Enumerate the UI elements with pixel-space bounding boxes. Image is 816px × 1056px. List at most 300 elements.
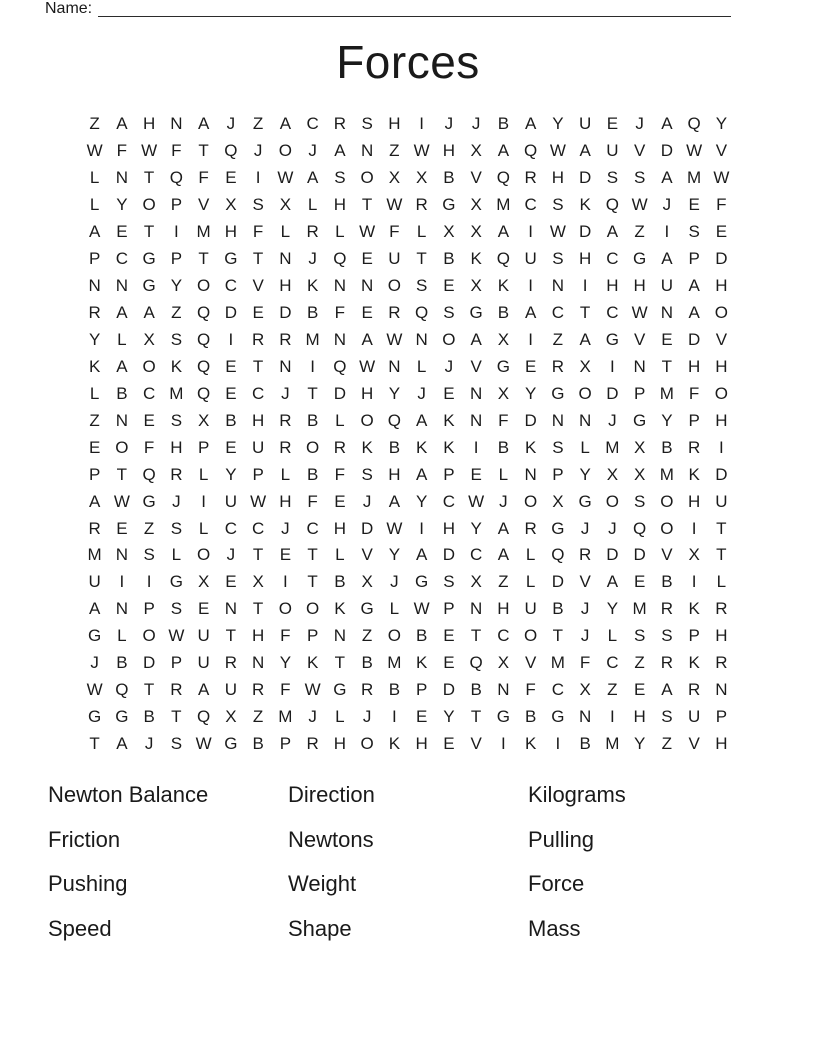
grid-letter: F bbox=[389, 222, 400, 242]
grid-letter: L bbox=[525, 572, 536, 592]
grid-letter: V bbox=[470, 168, 482, 188]
grid-letter: G bbox=[224, 249, 238, 269]
grid-letter: I bbox=[610, 707, 615, 727]
grid-letter: I bbox=[419, 114, 424, 134]
grid-letter: O bbox=[197, 545, 211, 565]
grid-letter: A bbox=[661, 168, 673, 188]
grid-letter: C bbox=[551, 303, 565, 323]
grid-letter: U bbox=[88, 572, 101, 592]
grid-letter: O bbox=[360, 410, 374, 430]
grid-letter: X bbox=[470, 222, 482, 242]
grid-letter: S bbox=[606, 168, 619, 188]
grid-letter: H bbox=[388, 114, 401, 134]
grid-letter: J bbox=[308, 249, 317, 269]
grid-letter: G bbox=[360, 599, 374, 619]
grid-letter: H bbox=[442, 518, 456, 538]
grid-letter: H bbox=[497, 599, 510, 619]
grid-letter: U bbox=[224, 491, 238, 511]
grid-letter: N bbox=[578, 707, 592, 727]
grid-letter: L bbox=[335, 222, 345, 242]
page-title: Forces bbox=[336, 36, 480, 88]
grid-letter: A bbox=[88, 599, 101, 619]
grid-letter: H bbox=[442, 141, 456, 161]
grid-letter: D bbox=[442, 680, 456, 700]
grid-letter: K bbox=[306, 276, 319, 296]
grid-letter: W bbox=[386, 195, 403, 215]
grid-letter: A bbox=[388, 491, 401, 511]
grid-letter: V bbox=[633, 141, 646, 161]
grid-letter: C bbox=[551, 680, 565, 700]
grid-letter: X bbox=[443, 222, 455, 242]
grid-letter: Y bbox=[170, 276, 183, 296]
grid-letter: T bbox=[661, 356, 673, 376]
grid-letter: N bbox=[469, 410, 483, 430]
grid-letter: F bbox=[307, 491, 318, 511]
grid-letter: C bbox=[497, 626, 510, 646]
grid-letter: T bbox=[307, 383, 318, 403]
grid-letter: D bbox=[551, 572, 565, 592]
grid-letter: B bbox=[579, 734, 591, 754]
grid-letter: E bbox=[361, 249, 373, 269]
grid-letter: X bbox=[470, 141, 482, 161]
grid-letter: E bbox=[606, 114, 619, 134]
grid-letter: N bbox=[333, 626, 347, 646]
grid-letter: G bbox=[333, 680, 347, 700]
grid-letter: X bbox=[197, 572, 210, 592]
grid-letter: B bbox=[334, 572, 346, 592]
grid-letter: A bbox=[197, 114, 210, 134]
grid-letter: W bbox=[549, 222, 566, 242]
grid-letter: E bbox=[470, 464, 482, 484]
grid-letter: O bbox=[142, 195, 156, 215]
grid-letter: V bbox=[688, 734, 700, 754]
grid-letter: R bbox=[279, 329, 292, 349]
grid-letter: Q bbox=[197, 383, 211, 403]
grid-letter: O bbox=[660, 491, 674, 511]
grid-letter: X bbox=[606, 464, 619, 484]
grid-letter: B bbox=[661, 572, 673, 592]
grid-letter: G bbox=[142, 491, 156, 511]
grid-letter: O bbox=[142, 626, 156, 646]
grid-letter: N bbox=[333, 329, 347, 349]
grid-letter: S bbox=[552, 195, 564, 215]
grid-letter: A bbox=[661, 249, 673, 269]
grid-letter: B bbox=[225, 410, 237, 430]
grid-letter: J bbox=[308, 707, 317, 727]
grid-letter: J bbox=[90, 653, 99, 673]
grid-letter: K bbox=[579, 195, 591, 215]
grid-letter: K bbox=[497, 276, 510, 296]
grid-letter: B bbox=[306, 410, 319, 430]
grid-letter: M bbox=[659, 383, 674, 403]
grid-letter: J bbox=[608, 518, 617, 538]
grid-letter: X bbox=[470, 195, 482, 215]
grid-letter: V bbox=[470, 734, 482, 754]
grid-letter: L bbox=[171, 545, 182, 565]
grid-letter: S bbox=[361, 464, 373, 484]
grid-letter: I bbox=[664, 222, 670, 242]
grid-letter: E bbox=[334, 491, 346, 511]
grid-letter: S bbox=[170, 518, 183, 538]
grid-letter: L bbox=[335, 410, 345, 430]
grid-letter: I bbox=[119, 572, 125, 592]
grid-letter: G bbox=[224, 734, 238, 754]
grid-letter: M bbox=[169, 383, 184, 403]
grid-letter: M bbox=[496, 195, 511, 215]
grid-letter: R bbox=[88, 518, 101, 538]
name-label: Name: bbox=[45, 0, 93, 17]
grid-letter: R bbox=[306, 734, 319, 754]
grid-letter: N bbox=[279, 356, 292, 376]
grid-letter: K bbox=[170, 356, 183, 376]
grid-letter: R bbox=[551, 356, 565, 376]
grid-letter: E bbox=[116, 518, 128, 538]
grid-letter: S bbox=[334, 168, 346, 188]
grid-letter: G bbox=[551, 518, 565, 538]
grid-letter: T bbox=[470, 707, 482, 727]
grid-letter: C bbox=[306, 518, 319, 538]
grid-letter: Z bbox=[607, 680, 618, 700]
grid-letter: X bbox=[225, 195, 237, 215]
grid-letter: N bbox=[88, 276, 101, 296]
grid-letter: R bbox=[660, 599, 674, 619]
grid-letter: T bbox=[143, 168, 155, 188]
grid-letter: I bbox=[146, 572, 152, 592]
grid-letter: Z bbox=[89, 410, 100, 430]
grid-letter: O bbox=[714, 303, 728, 323]
grid-letter: B bbox=[388, 680, 401, 700]
grid-letter: G bbox=[469, 303, 483, 323]
grid-letter: Q bbox=[197, 329, 211, 349]
grid-letter: G bbox=[169, 572, 183, 592]
grid-letter: S bbox=[633, 626, 646, 646]
grid-letter: I bbox=[501, 734, 506, 754]
grid-letter: H bbox=[251, 410, 265, 430]
grid-letter: B bbox=[306, 464, 319, 484]
word-list-item: Pushing bbox=[48, 871, 128, 896]
grid-letter: R bbox=[687, 680, 701, 700]
grid-letter: A bbox=[334, 141, 346, 161]
grid-letter: M bbox=[687, 168, 702, 188]
grid-letter: C bbox=[251, 518, 265, 538]
grid-letter: H bbox=[279, 276, 292, 296]
grid-letter: F bbox=[334, 303, 346, 323]
grid-letter: P bbox=[170, 653, 183, 673]
grid-letter: K bbox=[688, 653, 700, 673]
grid-letter: U bbox=[715, 491, 728, 511]
word-list-column bbox=[48, 781, 288, 959]
grid-letter: K bbox=[443, 410, 455, 430]
grid-letter: N bbox=[115, 276, 129, 296]
grid-letter: P bbox=[252, 464, 264, 484]
grid-letter: G bbox=[496, 707, 510, 727]
grid-letter: N bbox=[415, 329, 428, 349]
grid-letter: Y bbox=[415, 491, 428, 511]
grid-letter: O bbox=[197, 276, 211, 296]
grid-letter: Q bbox=[224, 141, 238, 161]
grid-letter: F bbox=[143, 437, 155, 457]
grid-letter: W bbox=[413, 141, 430, 161]
grid-letter: Q bbox=[524, 141, 538, 161]
grid-letter: C bbox=[606, 249, 619, 269]
grid-letter: H bbox=[224, 222, 238, 242]
grid-letter: E bbox=[661, 329, 673, 349]
grid-letter: R bbox=[333, 114, 347, 134]
grid-letter: J bbox=[608, 410, 617, 430]
grid-letter: Z bbox=[498, 572, 509, 592]
grid-letter: Y bbox=[606, 599, 619, 619]
grid-letter: G bbox=[88, 707, 102, 727]
grid-letter: L bbox=[89, 383, 100, 403]
grid-letter: P bbox=[88, 464, 101, 484]
grid-letter: I bbox=[310, 356, 315, 376]
grid-letter: L bbox=[307, 195, 318, 215]
grid-letter: W bbox=[250, 491, 267, 511]
grid-letter: A bbox=[579, 329, 591, 349]
grid-letter: N bbox=[633, 356, 646, 376]
grid-letter: L bbox=[416, 356, 427, 376]
grid-letter: U bbox=[660, 276, 674, 296]
grid-letter: R bbox=[687, 437, 701, 457]
grid-letter: B bbox=[524, 707, 537, 727]
grid-letter: T bbox=[171, 707, 182, 727]
grid-letter: A bbox=[415, 464, 428, 484]
grid-letter: W bbox=[386, 329, 403, 349]
grid-letter: Z bbox=[252, 707, 264, 727]
grid-letter: A bbox=[606, 222, 619, 242]
grid-letter: S bbox=[552, 249, 564, 269]
grid-letter: T bbox=[307, 545, 318, 565]
grid-letter: D bbox=[687, 329, 701, 349]
grid-letter: B bbox=[497, 437, 510, 457]
grid-letter: X bbox=[497, 653, 510, 673]
grid-letter: N bbox=[333, 276, 347, 296]
grid-letter: A bbox=[306, 168, 319, 188]
grid-letter: O bbox=[360, 734, 374, 754]
grid-letter: T bbox=[307, 572, 318, 592]
grid-letter: E bbox=[225, 356, 237, 376]
grid-letter: O bbox=[360, 168, 374, 188]
grid-letter: P bbox=[443, 599, 455, 619]
grid-letter: Z bbox=[361, 626, 373, 646]
grid-letter: C bbox=[469, 545, 483, 565]
grid-letter: R bbox=[524, 518, 537, 538]
grid-letter: P bbox=[170, 195, 183, 215]
grid-letter: I bbox=[419, 518, 424, 538]
grid-letter: H bbox=[170, 437, 183, 457]
grid-letter: H bbox=[715, 734, 728, 754]
grid-letter: T bbox=[198, 141, 209, 161]
grid-letter: T bbox=[361, 195, 373, 215]
grid-letter: E bbox=[143, 410, 155, 430]
grid-letter: T bbox=[225, 626, 237, 646]
grid-letter: A bbox=[116, 356, 128, 376]
grid-letter: G bbox=[633, 249, 647, 269]
grid-letter: C bbox=[442, 491, 456, 511]
grid-letter: A bbox=[279, 114, 292, 134]
grid-letter: K bbox=[443, 437, 455, 457]
grid-letter: G bbox=[442, 195, 456, 215]
grid-letter: D bbox=[333, 383, 347, 403]
grid-letter: T bbox=[579, 303, 591, 323]
grid-letter: A bbox=[524, 114, 537, 134]
grid-letter: N bbox=[469, 599, 483, 619]
grid-letter: F bbox=[716, 195, 727, 215]
grid-letter: Q bbox=[197, 303, 211, 323]
grid-letter: E bbox=[524, 356, 537, 376]
grid-letter: G bbox=[115, 707, 129, 727]
grid-letter: Z bbox=[634, 222, 645, 242]
grid-letter: W bbox=[686, 141, 703, 161]
grid-letter: E bbox=[279, 545, 292, 565]
grid-letter: L bbox=[280, 464, 291, 484]
grid-letter: P bbox=[143, 599, 155, 619]
grid-letter: O bbox=[278, 141, 292, 161]
grid-letter: A bbox=[497, 545, 510, 565]
grid-letter: E bbox=[197, 599, 210, 619]
grid-letter: W bbox=[113, 491, 130, 511]
grid-letter: C bbox=[224, 276, 238, 296]
grid-letter: B bbox=[388, 437, 401, 457]
grid-letter: U bbox=[224, 680, 238, 700]
grid-letter: F bbox=[116, 141, 128, 161]
grid-letter: X bbox=[361, 572, 373, 592]
grid-letter: X bbox=[470, 276, 482, 296]
grid-letter: Q bbox=[496, 249, 510, 269]
grid-letter: F bbox=[579, 653, 591, 673]
grid-letter: B bbox=[661, 437, 673, 457]
grid-letter: S bbox=[170, 410, 183, 430]
grid-letter: K bbox=[688, 599, 700, 619]
grid-letter: D bbox=[578, 222, 592, 242]
grid-letter: W bbox=[386, 518, 403, 538]
grid-letter: H bbox=[715, 410, 728, 430]
grid-letter: R bbox=[279, 410, 292, 430]
grid-letter: N bbox=[497, 680, 510, 700]
grid-letter: S bbox=[633, 168, 646, 188]
grid-letter: A bbox=[116, 734, 128, 754]
grid-letter: N bbox=[551, 276, 565, 296]
grid-letter: U bbox=[687, 707, 701, 727]
word-list-item: Speed bbox=[48, 915, 112, 941]
grid-letter: Y bbox=[279, 653, 292, 673]
word-list-column bbox=[288, 781, 528, 959]
grid-letter: G bbox=[142, 249, 156, 269]
grid-letter: Q bbox=[142, 464, 156, 484]
grid-letter: N bbox=[115, 545, 129, 565]
grid-letter: W bbox=[468, 491, 485, 511]
grid-letter: I bbox=[610, 356, 615, 376]
word-list-item: Force bbox=[528, 871, 585, 896]
grid-letter: U bbox=[197, 653, 210, 673]
grid-letter: Q bbox=[115, 680, 129, 700]
grid-letter: V bbox=[361, 545, 373, 565]
grid-letter: I bbox=[392, 707, 397, 727]
grid-letter: T bbox=[252, 545, 264, 565]
grid-letter: N bbox=[115, 599, 129, 619]
grid-letter: A bbox=[497, 518, 510, 538]
grid-letter: H bbox=[687, 491, 701, 511]
grid-letter: L bbox=[607, 626, 618, 646]
grid-letter: I bbox=[719, 437, 724, 457]
grid-letter: N bbox=[524, 464, 537, 484]
grid-letter: J bbox=[281, 518, 290, 538]
grid-letter: G bbox=[633, 410, 647, 430]
grid-letter: J bbox=[144, 734, 154, 754]
grid-letter: U bbox=[524, 249, 537, 269]
grid-letter: R bbox=[251, 329, 265, 349]
grid-letter: O bbox=[714, 383, 728, 403]
grid-letter: L bbox=[117, 626, 127, 646]
grid-letter: Q bbox=[169, 168, 183, 188]
grid-letter: C bbox=[115, 249, 129, 269]
grid-letter: L bbox=[280, 222, 291, 242]
grid-letter: M bbox=[278, 707, 293, 727]
grid-letter: R bbox=[88, 303, 101, 323]
grid-letter: C bbox=[306, 114, 319, 134]
grid-letter: T bbox=[89, 734, 100, 754]
grid-letter: I bbox=[473, 437, 479, 457]
grid-letter: G bbox=[496, 356, 510, 376]
grid-letter: I bbox=[582, 276, 588, 296]
grid-letter: T bbox=[116, 464, 128, 484]
grid-letter: Q bbox=[197, 356, 211, 376]
grid-letter: P bbox=[633, 383, 646, 403]
word-list-column bbox=[528, 781, 768, 959]
grid-letter: E bbox=[443, 626, 455, 646]
grid-letter: I bbox=[528, 329, 533, 349]
grid-letter: C bbox=[524, 195, 537, 215]
grid-letter: A bbox=[197, 680, 210, 700]
grid-letter: D bbox=[524, 410, 537, 430]
grid-letter: X bbox=[415, 168, 428, 188]
grid-letter: F bbox=[525, 680, 536, 700]
grid-letter: M bbox=[387, 653, 402, 673]
grid-letter: F bbox=[498, 410, 509, 430]
grid-letter: A bbox=[361, 329, 373, 349]
grid-letter: J bbox=[580, 518, 590, 538]
grid-letter: I bbox=[283, 572, 288, 592]
grid-letter: E bbox=[633, 680, 646, 700]
grid-letter: P bbox=[715, 707, 728, 727]
grid-letter: F bbox=[280, 626, 291, 646]
grid-letter: U bbox=[578, 114, 592, 134]
grid-letter: U bbox=[388, 249, 401, 269]
grid-letter: M bbox=[605, 437, 620, 457]
grid-letter: S bbox=[633, 491, 646, 511]
grid-letter: G bbox=[88, 626, 102, 646]
grid-letter: J bbox=[281, 383, 290, 403]
grid-letter: K bbox=[361, 437, 373, 457]
grid-letter: Y bbox=[388, 383, 401, 403]
grid-letter: X bbox=[688, 545, 700, 565]
grid-letter: J bbox=[362, 707, 372, 727]
grid-letter: Y bbox=[579, 464, 591, 484]
grid-letter: A bbox=[143, 303, 155, 323]
grid-letter: F bbox=[171, 141, 182, 161]
grid-letter: J bbox=[172, 491, 181, 511]
grid-letter: R bbox=[415, 195, 428, 215]
grid-letter: E bbox=[225, 168, 237, 188]
grid-letter: E bbox=[415, 707, 428, 727]
grid-letter: A bbox=[497, 141, 510, 161]
grid-letter: O bbox=[442, 329, 456, 349]
grid-letter: M bbox=[87, 545, 102, 565]
grid-letter: J bbox=[362, 491, 372, 511]
grid-letter: L bbox=[89, 195, 100, 215]
grid-letter: B bbox=[470, 680, 482, 700]
grid-letter: H bbox=[415, 734, 428, 754]
